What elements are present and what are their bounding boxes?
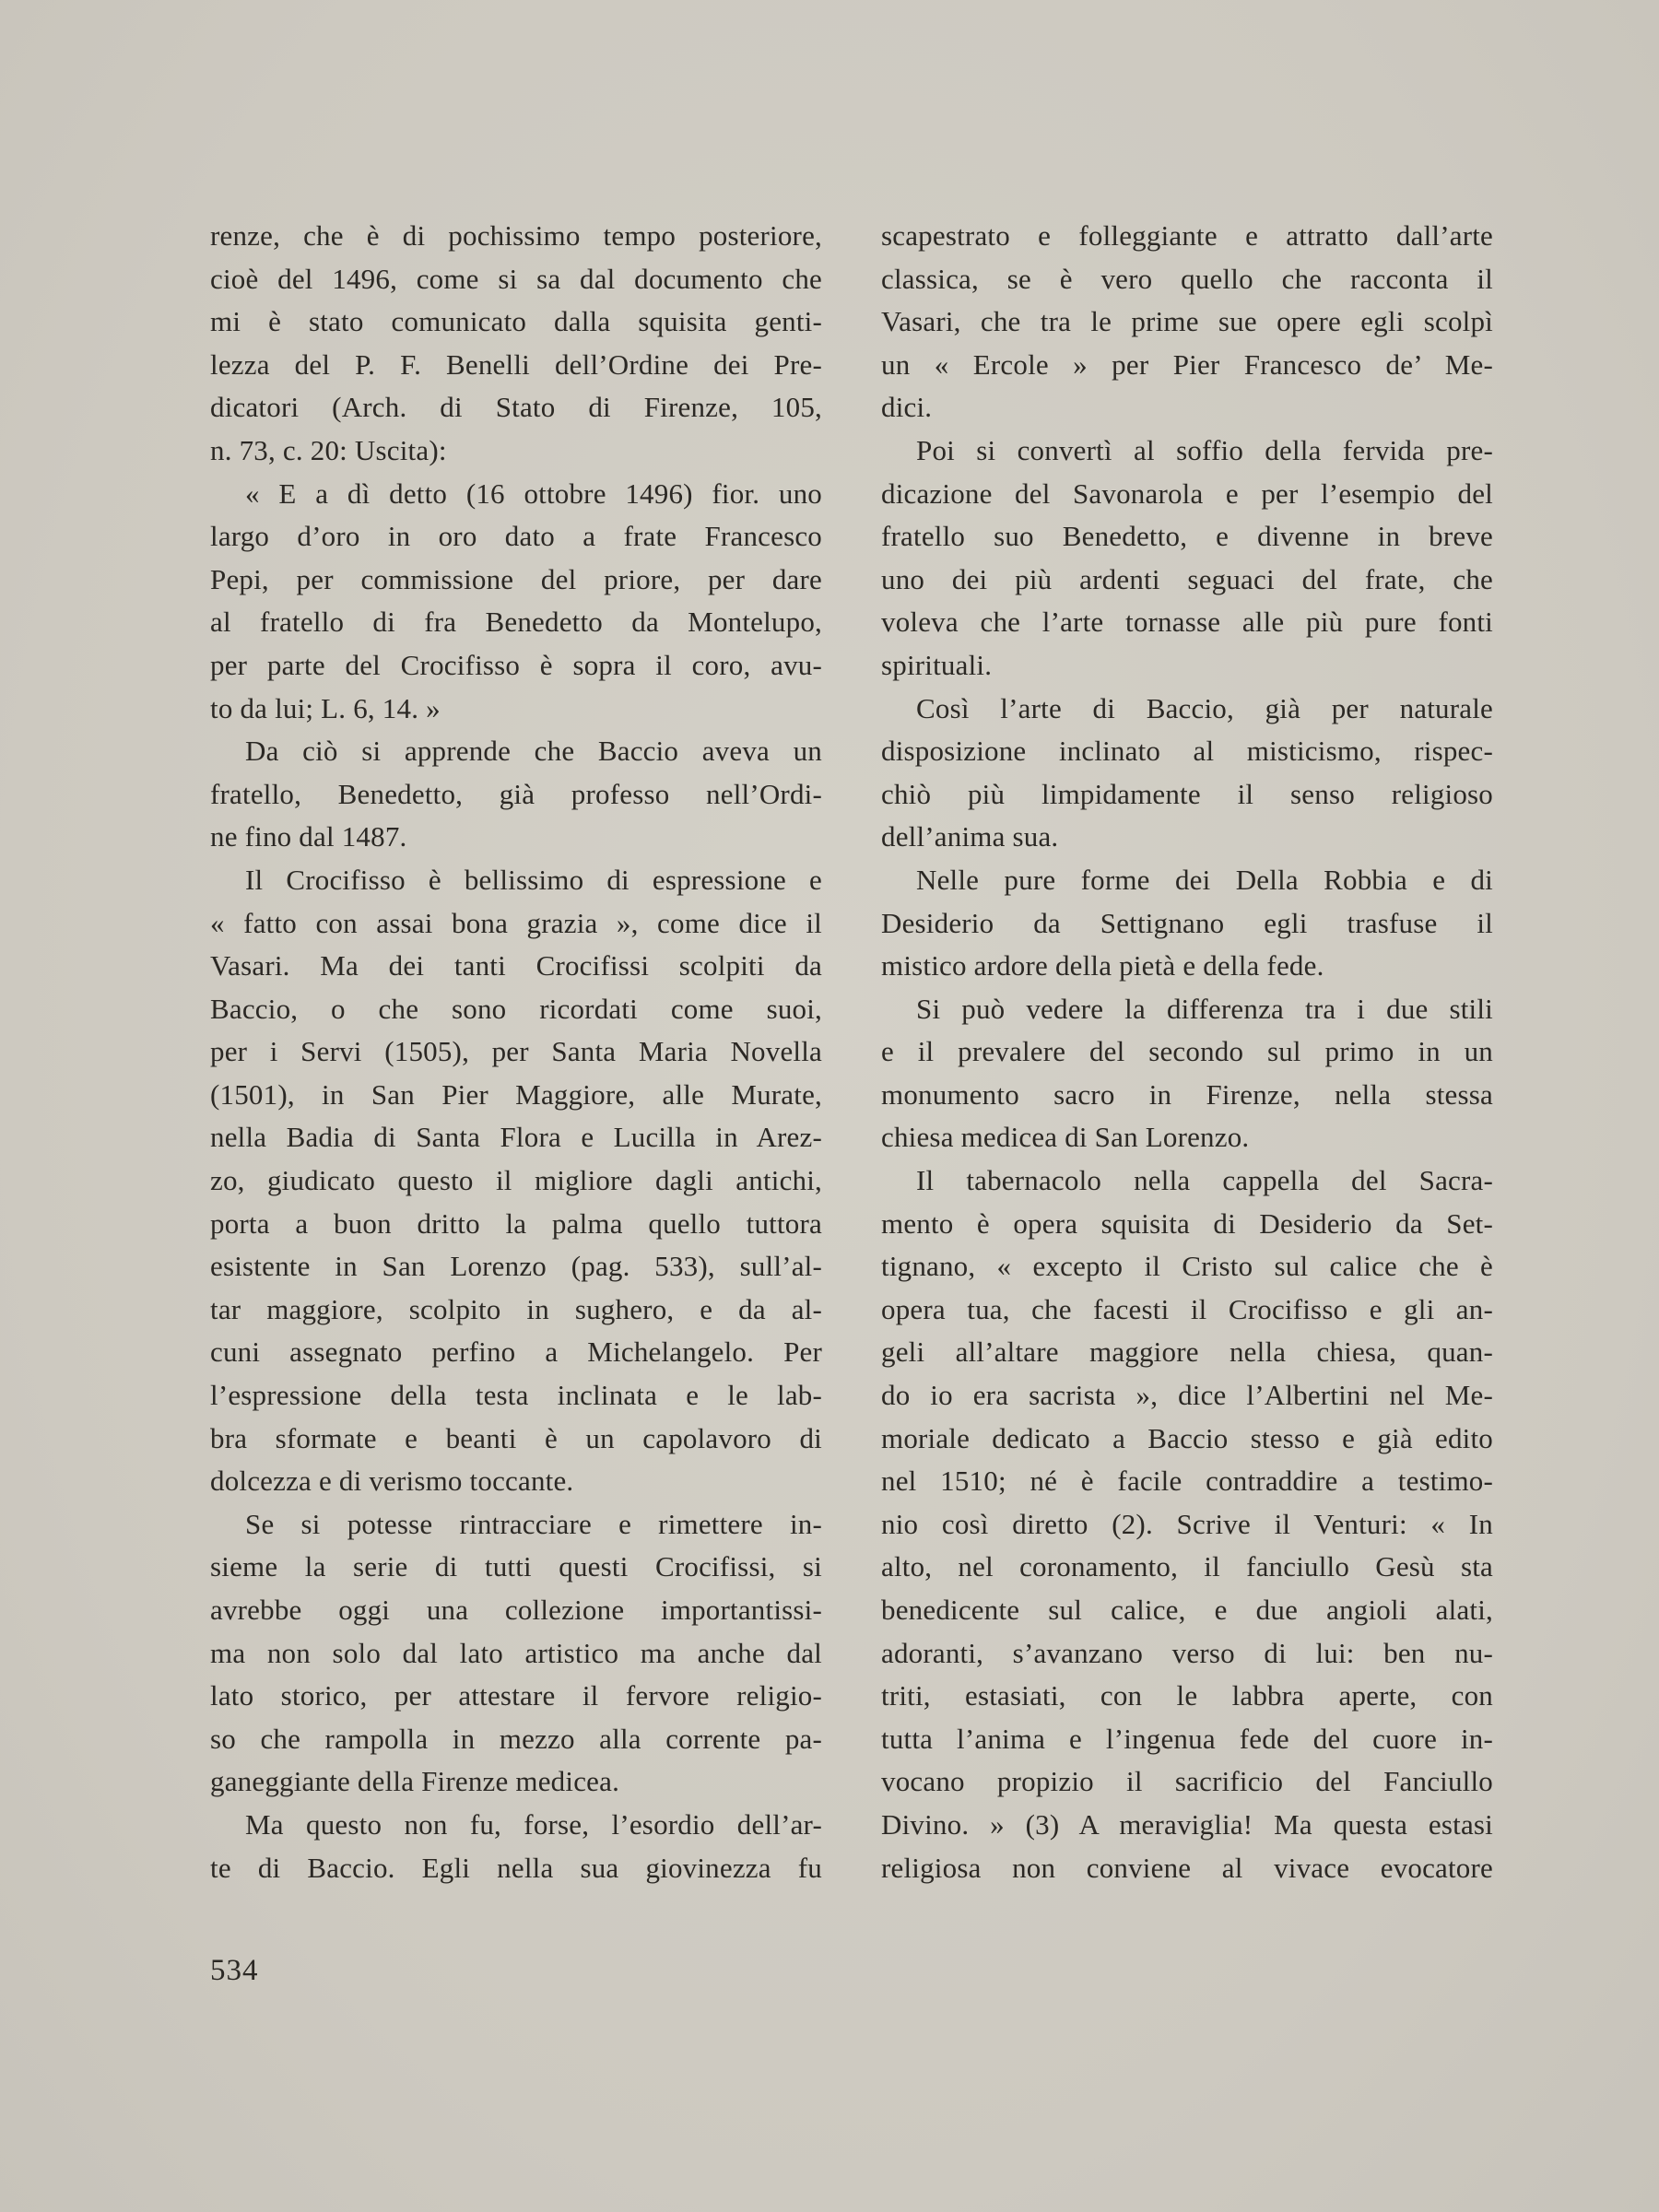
text-line: zo, giudicato questo il migliore dagli antichi, — [210, 1164, 822, 1197]
text-line: religiosa non conviene al vivace evocatore — [881, 1851, 1493, 1884]
text-line: classica, se è vero quello che racconta il — [881, 262, 1493, 295]
text-line: dicazione del Savonarola e per l’esempio del — [881, 477, 1493, 510]
text-line: moriale dedicato a Baccio stesso e già edito — [881, 1421, 1493, 1454]
text-line: Vasari. Ma dei tanti Crocifissi scolpiti da — [210, 949, 822, 982]
text-line: cuni assegnato perfino a Michelangelo. Per — [210, 1335, 822, 1369]
text-line: Desiderio da Settignano egli trasfuse il — [881, 906, 1493, 939]
text-line: uno dei più ardenti seguaci del frate, che — [881, 562, 1493, 595]
text-line: alto, nel coronamento, il fanciullo Gesù sta — [881, 1550, 1493, 1583]
text-line: porta a buon dritto la palma quello tuttora — [210, 1206, 822, 1240]
text-line: Vasari, che tra le prime sue opere egli scolpì — [881, 305, 1493, 338]
text-line: largo d’oro in oro dato a frate Francesco — [210, 520, 822, 553]
text-line: fratello, Benedetto, già professo nell’Ordi- — [210, 777, 822, 810]
text-line: lato storico, per attestare il fervore religio- — [210, 1679, 822, 1712]
text-line: dici. — [881, 391, 933, 424]
text-line: al fratello di fra Benedetto da Montelupo, — [210, 606, 822, 639]
text-line: n. 73, c. 20: Uscita): — [210, 433, 447, 466]
text-line: mento è opera squisita di Desiderio da Set- — [881, 1206, 1493, 1240]
text-line: spirituali. — [881, 648, 993, 681]
text-line: mistico ardore della pietà e della fede. — [881, 949, 1324, 982]
text-line: (1501), in San Pier Maggiore, alle Murate, — [210, 1077, 822, 1111]
text-line: to da lui; L. 6, 14. » — [210, 691, 441, 724]
text-line: ne fino dal 1487. — [210, 820, 407, 853]
text-line: renze, che è di pochissimo tempo posteriore, — [210, 219, 822, 252]
text-line: un « Ercole » per Pier Francesco de’ Me- — [881, 347, 1493, 381]
text-line: cioè del 1496, come si sa dal documento che — [210, 262, 822, 295]
text-line: tignano, « excepto il Cristo sul calice che è — [881, 1250, 1493, 1283]
text-line: Poi si convertì al soffio della fervida pre- — [916, 433, 1493, 466]
text-line: e il prevalere del secondo sul primo in un — [881, 1035, 1493, 1068]
text-line: adoranti, s’avanzano verso di lui: ben nu- — [881, 1636, 1493, 1669]
text-line: sieme la serie di tutti questi Crocifissi, si — [210, 1550, 822, 1583]
text-line: Si può vedere la differenza tra i due stili — [916, 992, 1493, 1025]
page-number: 534 — [210, 1954, 259, 1987]
text-line: l’espressione della testa inclinata e le lab- — [210, 1379, 822, 1412]
text-line: so che rampolla in mezzo alla corrente pa- — [210, 1722, 822, 1755]
text-line: ganeggiante della Firenze medicea. — [210, 1765, 620, 1798]
text-line: disposizione inclinato al misticismo, rispec- — [881, 735, 1493, 768]
text-line: per i Servi (1505), per Santa Maria Novella — [210, 1035, 822, 1068]
text-line: Se si potesse rintracciare e rimettere in- — [245, 1507, 822, 1540]
text-line: Baccio, o che sono ricordati come suoi, — [210, 992, 822, 1025]
text-line: dolcezza e di verismo toccante. — [210, 1465, 574, 1498]
text-line: chiò più limpidamente il senso religioso — [881, 777, 1493, 810]
text-line: Il tabernacolo nella cappella del Sacra- — [916, 1164, 1493, 1197]
text-line: avrebbe oggi una collezione importantissi- — [210, 1594, 822, 1626]
text-line: do io era sacrista », dice l’Albertini nel Me- — [881, 1379, 1493, 1412]
text-line: « fatto con assai bona grazia », come dice il — [210, 906, 822, 939]
text-line: ma non solo dal lato artistico ma anche dal — [210, 1636, 822, 1669]
text-line: Pepi, per commissione del priore, per dare — [210, 562, 822, 595]
text-line: dell’anima sua. — [881, 820, 1059, 853]
text-line: tar maggiore, scolpito in sughero, e da al- — [210, 1292, 822, 1325]
text-line: Da ciò si apprende che Baccio aveva un — [245, 735, 822, 768]
text-line: geli all’altare maggiore nella chiesa, quan- — [881, 1335, 1493, 1369]
text-line: dicatori (Arch. di Stato di Firenze, 105, — [210, 391, 822, 424]
text-line: lezza del P. F. Benelli dell’Ordine dei Pre- — [210, 347, 822, 381]
text-line: Divino. » (3) A meraviglia! Ma questa estasi — [881, 1807, 1493, 1841]
left-text-column — [210, 215, 822, 1889]
text-line: « E a dì detto (16 ottobre 1496) fior. uno — [245, 477, 822, 510]
text-line: te di Baccio. Egli nella sua giovinezza fu — [210, 1851, 822, 1884]
text-line: opera tua, che facesti il Crocifisso e gli an- — [881, 1292, 1493, 1325]
text-line: Ma questo non fu, forse, l’esordio dell’ar- — [245, 1807, 822, 1841]
text-line: bra sformate e beanti è un capolavoro di — [210, 1421, 822, 1454]
text-line: tutta l’anima e l’ingenua fede del cuore in- — [881, 1722, 1493, 1755]
text-line: fratello suo Benedetto, e divenne in breve — [881, 520, 1493, 553]
text-line: vocano propizio il sacrificio del Fanciullo — [881, 1765, 1493, 1798]
text-line: mi è stato comunicato dalla squisita genti- — [210, 305, 822, 338]
text-line: monumento sacro in Firenze, nella stessa — [881, 1077, 1493, 1111]
text-line: nella Badia di Santa Flora e Lucilla in Arez- — [210, 1121, 822, 1154]
text-line: Così l’arte di Baccio, già per naturale — [916, 691, 1493, 724]
text-line: nel 1510; né è facile contraddire a testimo- — [881, 1465, 1493, 1498]
text-line: voleva che l’arte tornasse alle più pure fonti — [881, 606, 1493, 639]
text-line: scapestrato e folleggiante e attratto dall’arte — [881, 219, 1493, 252]
text-line: triti, estasiati, con le labbra aperte, con — [881, 1679, 1493, 1712]
text-line: Nelle pure forme dei Della Robbia e di — [916, 863, 1493, 896]
text-line: benedicente sul calice, e due angioli alati, — [881, 1594, 1493, 1626]
text-line: esistente in San Lorenzo (pag. 533), sull’al- — [210, 1250, 822, 1283]
text-line: chiesa medicea di San Lorenzo. — [881, 1121, 1250, 1154]
text-line: Il Crocifisso è bellissimo di espressione e — [245, 863, 822, 896]
text-line: per parte del Crocifisso è sopra il coro, avu- — [210, 648, 822, 681]
right-text-column — [881, 215, 1493, 1889]
text-line: nio così diretto (2). Scrive il Venturi: « In — [881, 1507, 1493, 1540]
